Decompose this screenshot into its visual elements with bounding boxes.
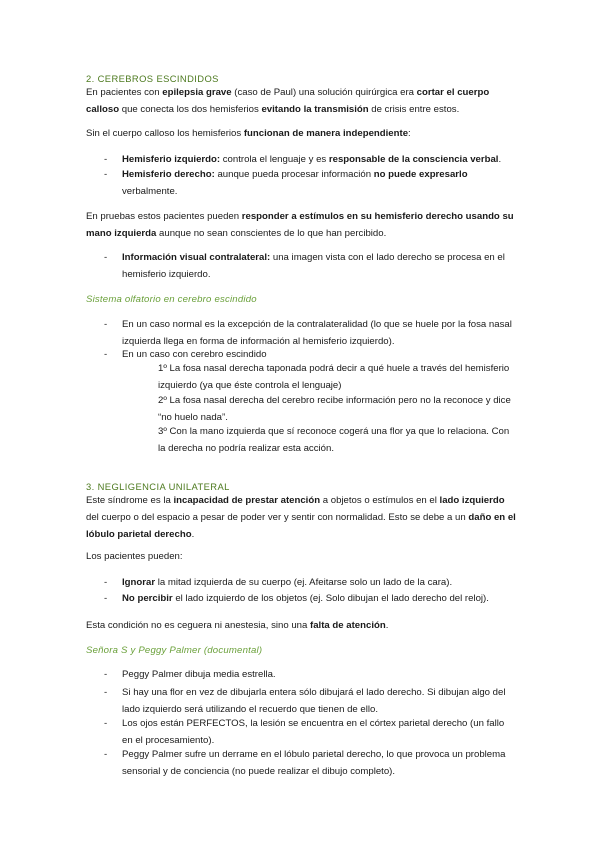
text-run: Este síndrome es la bbox=[86, 495, 174, 506]
bold-text-run: falta de atención bbox=[310, 620, 386, 631]
paragraph bbox=[86, 125, 516, 142]
text-run: . bbox=[385, 620, 389, 631]
bullet-dash: - bbox=[104, 718, 108, 729]
bullet-dash: - bbox=[104, 252, 108, 263]
list-item-text bbox=[122, 715, 516, 749]
bullet-dash: - bbox=[104, 169, 108, 180]
text-run: controla el lenguaje y es bbox=[220, 154, 329, 165]
list-item bbox=[86, 316, 516, 350]
list-item-text bbox=[122, 666, 516, 683]
bullet-dash: - bbox=[104, 749, 108, 760]
bold-text-run: Hemisferio derecho: bbox=[122, 169, 215, 180]
text-run: . bbox=[498, 154, 502, 165]
text-run: el lado izquierdo de los objetos (ej. Solo dibujan el lado derecho del reloj). bbox=[172, 593, 489, 604]
list-item bbox=[86, 715, 516, 749]
text-run: aunque no sean conscientes de lo que han percibido. bbox=[156, 228, 387, 239]
text-run: de crisis entre estos. bbox=[368, 104, 460, 115]
text-run: la mitad izquierda de su cuerpo (ej. Afeitarse solo un lado de la cara). bbox=[155, 577, 453, 588]
text-run: En un caso normal es la excepción de la contralateralidad (lo que se huele por la fosa nasal izquierda llega en forma de información al hemisferio izquierdo). bbox=[122, 319, 512, 347]
bullet-dash: - bbox=[104, 319, 108, 330]
list-item-text bbox=[122, 316, 516, 350]
text-run: Esta condición no es ceguera ni anestesia, sino una bbox=[86, 620, 311, 631]
text-run: Si hay una flor en vez de dibujarla entera sólo dibujará el lado derecho. Si dibujan algo del lado izquierdo será utilizando el recuerdo que tienen de ello. bbox=[122, 687, 506, 715]
text-run: una imagen vista con el lado derecho se procesa en el hemisferio izquierdo. bbox=[122, 252, 505, 280]
text-run: En pacientes con bbox=[86, 87, 163, 98]
bold-text-run: responsable de la consciencia verbal bbox=[328, 154, 499, 165]
bullet-dash: - bbox=[104, 687, 108, 698]
paragraph bbox=[86, 548, 516, 565]
list-item bbox=[86, 166, 516, 200]
text-run: a objetos o estímulos en el bbox=[320, 495, 440, 506]
text-run: aunque pueda procesar información bbox=[214, 169, 374, 180]
paragraph bbox=[86, 617, 516, 634]
bold-text-run: lado izquierdo bbox=[439, 495, 505, 506]
text-run: En pruebas estos pacientes pueden bbox=[86, 211, 242, 222]
list-item bbox=[86, 666, 516, 683]
step-item: 1º La fosa nasal derecha taponada podrá decir a qué huele a través del hemisferio izquierdo (ya que éste controla el lenguaje) bbox=[158, 363, 510, 391]
text-run: Sin el cuerpo calloso los hemisferios bbox=[86, 128, 244, 139]
bold-text-run: cortar el cuerpo calloso bbox=[86, 87, 490, 115]
bold-text-run: responder a estímulos en su hemisferio derecho usando su mano izquierda bbox=[86, 211, 514, 239]
text-run: que conecta los dos hemisferios bbox=[119, 104, 262, 115]
bold-text-run: funcionan de manera independiente bbox=[243, 128, 409, 139]
paragraph bbox=[86, 84, 516, 118]
text-run: . bbox=[191, 529, 195, 540]
paragraph bbox=[86, 492, 516, 543]
bold-text-run: No percibir bbox=[122, 593, 173, 604]
text-run: verbalmente. bbox=[122, 186, 178, 197]
text-run: Los pacientes pueden: bbox=[86, 551, 183, 562]
list-item bbox=[86, 249, 516, 283]
bold-text-run: incapacidad de prestar atención bbox=[173, 495, 321, 506]
bold-text-run: epilepsia grave bbox=[162, 87, 232, 98]
bold-text-run: evitando la transmisión bbox=[261, 104, 369, 115]
text-run: del cuerpo o del espacio a pesar de poder ver y sentir con normalidad. Esto se debe a un bbox=[86, 512, 469, 523]
bullet-dash: - bbox=[104, 577, 108, 588]
list-item bbox=[86, 746, 516, 780]
text-run: Los ojos están PERFECTOS, la lesión se encuentra en el córtex parietal derecho (un fallo en el procesamiento). bbox=[122, 718, 505, 746]
text-run: Peggy Palmer dibuja media estrella. bbox=[122, 669, 276, 680]
text-run: (caso de Paul) una solución quirúrgica era bbox=[231, 87, 417, 98]
list-item bbox=[86, 574, 516, 591]
bold-text-run: Hemisferio izquierdo: bbox=[122, 154, 221, 165]
bold-text-run: Información visual contralateral: bbox=[122, 252, 271, 263]
bullet-dash: - bbox=[104, 593, 108, 604]
bold-text-run: no puede expresarlo bbox=[373, 169, 468, 180]
subheading-sistema-olfatorio: Sistema olfatorio en cerebro escindido bbox=[86, 294, 257, 305]
text-run: Peggy Palmer sufre un derrame en el lóbulo parietal derecho, lo que provoca un problema sensorial y de conciencia (no puede realizar el dibujo completo). bbox=[122, 749, 506, 777]
list-item-text bbox=[122, 574, 516, 591]
bullet-dash: - bbox=[104, 349, 108, 360]
list-item-text bbox=[122, 684, 516, 718]
list-item-text bbox=[122, 166, 516, 200]
bold-text-run: Ignorar bbox=[122, 577, 156, 588]
list-item-text bbox=[122, 746, 516, 780]
text-run: En un caso con cerebro escindido bbox=[122, 349, 267, 360]
bullet-dash: - bbox=[104, 669, 108, 680]
list-item bbox=[86, 684, 516, 718]
text-run: : bbox=[408, 128, 411, 139]
step-item: 2º La fosa nasal derecha del cerebro recibe información pero no la reconoce y dice “no huelo nada”. bbox=[158, 395, 511, 423]
step-item: 3º Con la mano izquierda que sí reconoce cogerá una flor ya que lo relaciona. Con la derecha no podría realizar esta acción. bbox=[158, 426, 510, 454]
bold-text-run: daño en el lóbulo parietal derecho bbox=[86, 512, 516, 540]
subheading-senora-s-peggy-palmer: Señora S y Peggy Palmer (documental) bbox=[86, 645, 263, 656]
list-item-text bbox=[122, 249, 516, 283]
bullet-dash: - bbox=[104, 154, 108, 165]
list-item bbox=[86, 590, 516, 607]
section-heading-cerebros-escindidos: 2. CEREBROS ESCINDIDOS bbox=[86, 73, 219, 84]
list-item-text bbox=[122, 590, 516, 607]
section-heading-negligencia-unilateral: 3. NEGLIGENCIA UNILATERAL bbox=[86, 481, 230, 492]
paragraph bbox=[86, 208, 516, 242]
